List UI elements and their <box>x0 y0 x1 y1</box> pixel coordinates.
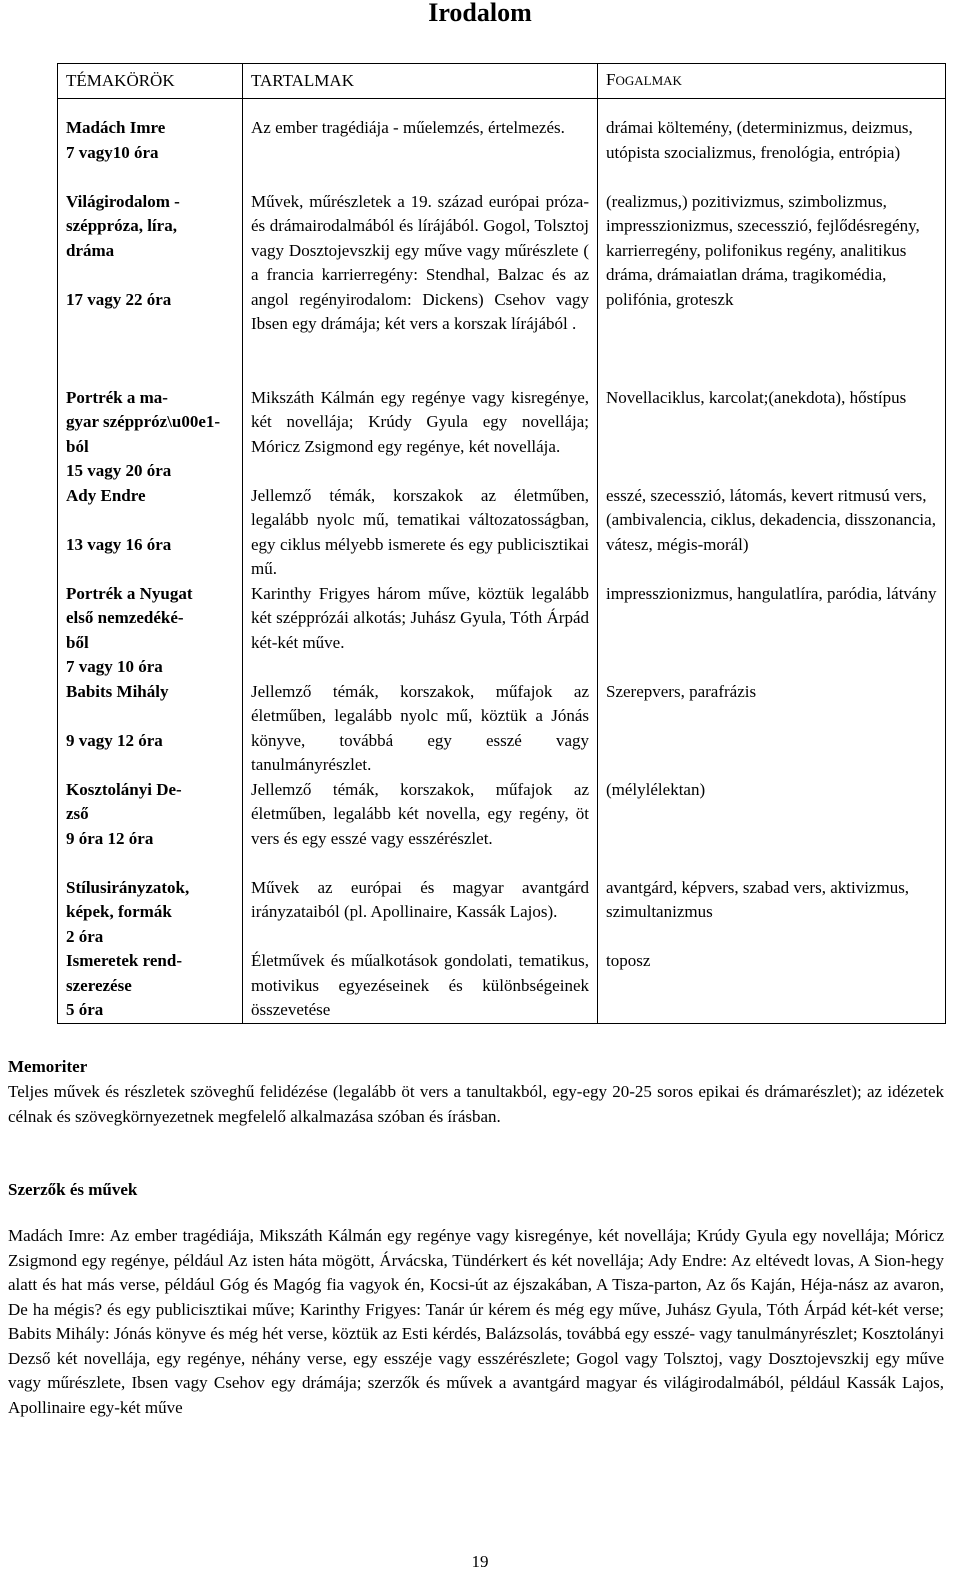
authors-heading: Szerzők és művek <box>8 1180 138 1199</box>
syllabus-table <box>57 63 946 1024</box>
content-text: Életművek és műalkotások gondolati, tematikus, motivikus egyezéseinek és különbségeinek összevetése <box>251 951 589 1019</box>
table-row <box>58 99 946 1024</box>
topic-hours: 13 vagy 16 óra <box>66 534 172 554</box>
topic-hours: 17 vagy 22 óra <box>66 289 172 309</box>
topic-title: Babits Mihály <box>66 681 169 701</box>
concept-text: (realizmus,) pozitivizmus, szimbolizmus, impresszionizmus, szecesszió, fejlődésregény, karrierregény, polifonikus regény, analitikus dráma, drámaiatlan dráma, tragikomédia, polifónia, groteszk <box>606 191 920 309</box>
topic-hours: 5 óra <box>66 1000 104 1019</box>
concept-text: Szerepvers, parafrázis <box>606 681 757 701</box>
topic-hours: 2 óra <box>66 926 104 946</box>
topic-title: Kosztolányi De- zső <box>66 779 182 823</box>
concept-text: toposz <box>606 951 651 970</box>
topic-hours: 15 vagy 20 óra <box>66 461 172 480</box>
header-concepts-rest: OGALMAK <box>615 73 682 89</box>
topic-hours: 7 vagy10 óra <box>66 142 159 162</box>
concept-text: avantgárd, képvers, szabad vers, aktivizmus, szimultanizmus <box>606 877 910 921</box>
content-text: Művek, műrészletek a 19. század európai próza- és drámairodalmából és lírájából. Gogol, Tolsztoj vagy Dosztojevszkij egy műve vagy műrészlete ( a francia karrierregény: Stendhal, Balzac és az angol regényirodalom: Dickens) Csehov vagy Ibsen egy drámája; két vers a korszak lírájából . <box>251 191 589 333</box>
content-text: Művek az európai és magyar avantgárd irányzataiból (pl. Apollinaire, Kassák Lajos). <box>251 877 589 921</box>
topic-hours: 7 vagy 10 óra <box>66 657 163 676</box>
header-content: TARTALMAK <box>243 64 598 99</box>
table-header-row <box>58 64 946 99</box>
topic-title: Stílusirányzatok, képek, formák <box>66 877 190 921</box>
header-concepts-initial: F <box>606 70 616 90</box>
content-column <box>243 99 598 1024</box>
topics-column <box>58 99 243 1024</box>
topic-title: Ady Endre <box>66 485 146 505</box>
content-text: Mikszáth Kálmán egy regénye vagy kisregénye, két novellája; Krúdy Gyula egy novellája; Móricz Zsigmond egy regénye, két novellája. <box>251 387 589 456</box>
content-text: Jellemző témák, korszakok, műfajok az életműben, legalább nyolc mű, köztük a Jónás könyve, továbbá egy esszé vagy tanulmányrészlet. <box>251 681 589 774</box>
topic-title: Portrék a ma- gyar széppróz\u00e1- ból <box>66 387 221 456</box>
concepts-column <box>598 99 946 1024</box>
concept-text: drámai költemény, (determinizmus, deizmus, utópista szocializmus, frenológia, entrópia) <box>606 118 913 162</box>
topic-title: Portrék a Nyugat első nemzedéké- ből <box>66 583 193 652</box>
concept-text: (mélylélektan) <box>606 779 706 799</box>
memoriter-heading: Memoriter <box>8 1057 88 1076</box>
page-number: 19 <box>471 1552 489 1571</box>
concept-text: esszé, szecesszió, látomás, kevert ritmusú vers, (ambivalencia, ciklus, dekadencia, disszonancia, vátesz, mégis-morál) <box>606 485 936 554</box>
topic-title: Madách Imre <box>66 118 166 137</box>
page-title: Irodalom <box>428 0 532 27</box>
memoriter-text: Teljes művek és részletek szöveghű felidézése (legalább öt vers a tanultakból, egy-egy 20-25 soros epikai és drámarészlet); az idézetek célnak és szövegkörnyezetnek megfelelő alkalmazása szóban és írásban. <box>8 1082 944 1126</box>
concept-text: Novellaciklus, karcolat;(anekdota), hőstípus <box>606 387 907 407</box>
concept-text: impresszionizmus, hangulatlíra, paródia, látvány <box>606 583 937 603</box>
topic-title: Ismeretek rend- szerezése <box>66 951 182 995</box>
topic-title: Világirodalom - széppróza, líra, dráma <box>66 191 180 260</box>
content-text: Jellemző témák, korszakok az életműben, legalább nyolc mű, tematikai változatosságban, egy ciklus mélyebb ismerete és egy publicisztikai mű. <box>251 485 589 578</box>
topic-hours: 9 óra 12 óra <box>66 828 154 848</box>
content-text: Az ember tragédiája - műelemzés, értelmezés. <box>251 118 565 137</box>
topic-hours: 9 vagy 12 óra <box>66 730 163 750</box>
header-concepts <box>598 64 946 99</box>
authors-text: Madách Imre: Az ember tragédiája, Mikszáth Kálmán egy regénye vagy kisregénye, két novellája; Krúdy Gyula egy novellája; Móricz Zsigmond egy regénye, például Az isten háta mögött, Árvácska, Tündérkert és két novellája; Ady Endre: Az eltévedt lovas, A Sion-hegy alatt és hat más verse, például Góg és Magóg fia vagyok én, Kocsi-út az éjszakában, A Tisza-parton, Az ős Kaján, Héja-nász az avaron, De ha mégis? és egy publicisztikai műve; Karinthy Frigyes: Tanár úr kérem és még egy műve, Juhász Gyula, Tóth Árpád két-két verse; Babits Mihály: Jónás könyve és még hét verse, köztük az Esti kérdés, Balázsolás, továbbá egy esszé- vagy tanulmányrészlet; Kosztolányi Dezső két novellája, egy regénye, néhány verse, egy esszéje vagy esszérészlete; Gogol vagy Tolsztoj, vagy Dosztojevszkij egy műve vagy műrészlete, Ibsen vagy Csehov egy drámája; szerzők és művek a avantgárd magyar és világirodalmából, például Kassák Lajos, Apollinaire egy-két műve <box>8 1226 944 1417</box>
header-topics: TÉMAKÖRÖK <box>58 64 243 99</box>
content-text: Karinthy Frigyes három műve, köztük legalább két szépprózái alkotás; Juhász Gyula, Tóth Árpád két-két műve. <box>251 583 589 652</box>
content-text: Jellemző témák, korszakok, műfajok az életműben, legalább két novella, egy regény, öt vers és egy esszé vagy esszérészlet. <box>251 779 589 848</box>
